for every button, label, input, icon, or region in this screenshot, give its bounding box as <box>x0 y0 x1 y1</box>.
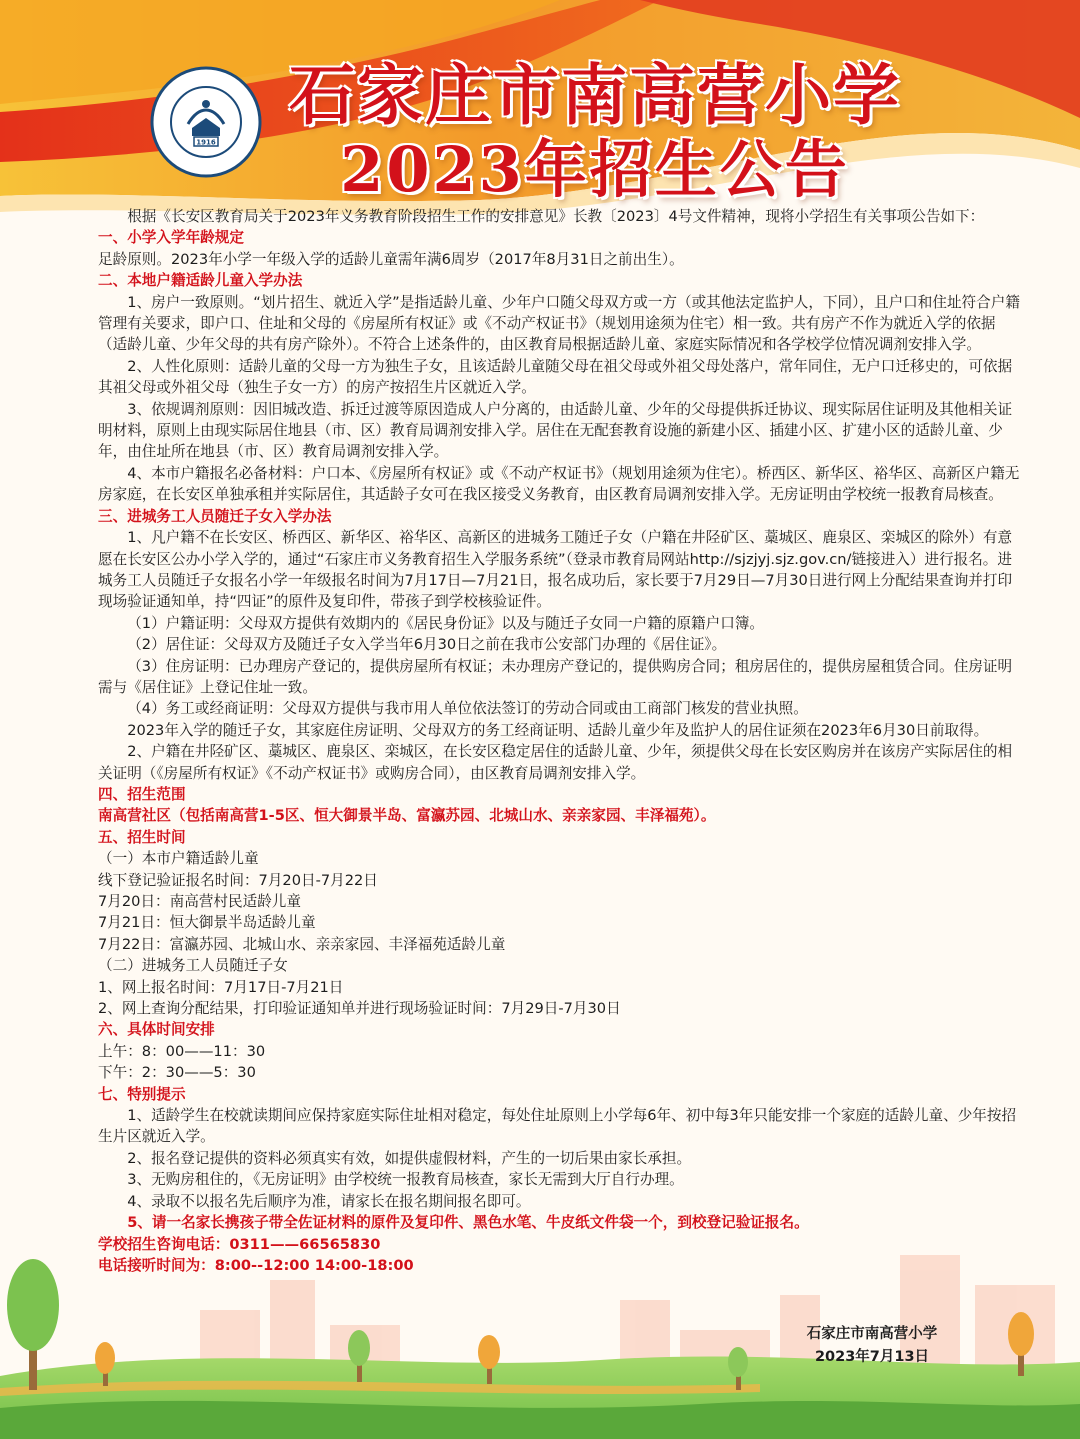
paragraph: 1、房户一致原则。“划片招生、就近入学”是指适龄儿童、少年户口随父母双方或一方（或其他法定监护人，下同），且户口和住址符合户籍管理有关要求，即户口、住址和父母的《房屋所有权证》或《不动产权证书》（规划用途须为住宅）相一致。共有房产不作为就近入学的依据（适龄儿童、少年父母的共有房产除外）。不符合上述条件的，由区教育局根据适龄儿童、家庭实际情况和各学校学位情况调剂安排入学。 <box>98 293 1020 354</box>
paragraph: 下午：2：30——5：30 <box>98 1064 256 1082</box>
paragraph: 1、适龄学生在校就读期间应保持家庭实际住址相对稳定，每处住址原则上小学每6年、初中每3年只能安排一个家庭的适龄儿童、少年按招生片区就近入学。 <box>98 1107 1017 1146</box>
section-heading: 六、具体时间安排 <box>98 1021 215 1039</box>
paragraph: 足龄原则。2023年小学一年级入学的适龄儿童需年满6周岁（2017年8月31日之前出生）。 <box>98 250 684 268</box>
paragraph: （一）本市户籍适龄儿童 <box>98 850 259 868</box>
paragraph: 上午：8：00——11：30 <box>98 1042 266 1060</box>
paragraph: （2）居住证：父母双方及随迁子女入学当年6月30日之前在我市公安部门办理的《居住证》。 <box>127 636 727 654</box>
paragraph: 1、凡户籍不在长安区、桥西区、新华区、裕华区、高新区的进城务工随迁子女（户籍在井陉矿区、藁城区、鹿泉区、栾城区的除外）有意愿在长安区公办小学入学的，通过“石家庄市义务教育招生入学服务系统”（登录市教育局网站http://sjzjyj.sjz.gov.cn/链接进入）进行报名。进城务工人员随迁子女报名小学一年级报名时间为7月17日—7月21日，报名成功后，家长要于7月29日—7月30日进行网上分配结果查询并打印现场验证通知单，持“四证”的原件及复印件，带孩子到学校核验证件。 <box>98 529 1013 611</box>
notice-body <box>98 206 1020 1276</box>
school-title: 石家庄市南高营小学 <box>289 56 901 134</box>
logo-year: 1916 <box>196 138 216 147</box>
paragraph: 2023年入学的随迁子女，其家庭住房证明、父母双方的务工经商证明、适龄儿童少年及监护人的居住证须在2023年6月30日前取得。 <box>127 721 989 739</box>
paragraph: 4、本市户籍报名必备材料：户口本、《房屋所有权证》或《不动产权证书》（规划用途须为住宅）。桥西区、新华区、裕华区、高新区户籍无房家庭，在长安区单独承租并实际居住，其适龄子女可在我区接受义务教育，由区教育局调剂安排入学。无房证明由学校统一报教育局核查。 <box>98 464 1020 504</box>
paragraph: 1、网上报名时间：7月17日-7月21日 <box>98 978 344 996</box>
paragraph: 根据《长安区教育局关于2023年义务教育阶段招生工作的安排意见》长教〔2023〕4号文件精神，现将小学招生有关事项公告如下： <box>127 208 985 225</box>
notice-subtitle: 2023年招生公告 <box>340 133 850 206</box>
paragraph: 学校招生咨询电话：0311——66565830 <box>98 1235 381 1253</box>
paragraph: 7月22日：富瀛苏园、北城山水、亲亲家园、丰泽福苑适龄儿童 <box>98 935 506 953</box>
school-logo <box>150 66 262 178</box>
paragraph: （1）户籍证明：父母双方提供有效期内的《居民身份证》以及与随迁子女同一户籍的原籍户口簿。 <box>127 614 765 632</box>
signature-date: 2023年7月13日 <box>814 1349 930 1365</box>
paragraph: （4）务工或经商证明：父母双方提供与我市用人单位依法签订的劳动合同或由工商部门核发的营业执照。 <box>127 700 808 718</box>
section-heading: 一、小学入学年龄规定 <box>98 229 244 247</box>
paragraph: 3、依规调剂原则：因旧城改造、拆迁过渡等原因造成人户分离的，由适龄儿童、少年的父母提供拆迁协议、现实际居住证明及其他相关证明材料，原则上由现实际居住地县（市、区）教育局调剂安排入学。居住在无配套教育设施的新建小区、插建小区、扩建小区的适龄儿童、少年，由住址所在地县（市、区）教育局调剂安排入学。 <box>98 400 1013 461</box>
paragraph: 电话接听时间为：8:00--12:00 14:00-18:00 <box>98 1256 414 1274</box>
paragraph: 7月21日：恒大御景半岛适龄儿童 <box>98 914 316 932</box>
paragraph: 2、报名登记提供的资料必须真实有效，如提供虚假材料，产生的一切后果由家长承担。 <box>127 1149 692 1167</box>
signature-school: 石家庄市南高营小学 <box>806 1326 938 1342</box>
paragraph: 4、录取不以报名先后顺序为准，请家长在报名期间报名即可。 <box>127 1192 531 1210</box>
paragraph: 2、户籍在井陉矿区、藁城区、鹿泉区、栾城区，在长安区稳定居住的适龄儿童、少年，须提供父母在长安区购房并在该房产实际居住的相关证明（《房屋所有权证》《不动产权证书》或购房合同），由区教育局调剂安排入学。 <box>98 743 1013 782</box>
paragraph: 2、网上查询分配结果，打印验证通知单并进行现场验证时间：7月29日-7月30日 <box>98 1000 621 1018</box>
paragraph: （3）住房证明：已办理房产登记的，提供房屋所有权证；未办理房产登记的，提供购房合同；租房居住的，提供房屋租赁合同。住房证明需与《居住证》上登记住址一致。 <box>98 657 1013 696</box>
paragraph: 线下登记验证报名时间：7月20日-7月22日 <box>98 871 378 889</box>
paragraph: 南高营社区（包括南高营1-5区、恒大御景半岛、富瀛苏园、北城山水、亲亲家园、丰泽福苑）。 <box>98 807 716 825</box>
paragraph: 7月20日：南高营村民适龄儿童 <box>98 893 301 910</box>
section-heading: 五、招生时间 <box>98 828 186 846</box>
section-heading: 三、进城务工人员随迁子女入学办法 <box>98 507 332 525</box>
paragraph: 5、请一名家长携孩子带全佐证材料的原件及复印件、黑色水笔、牛皮纸文件袋一个，到校登记验证报名。 <box>127 1214 809 1232</box>
section-heading: 二、本地户籍适龄儿童入学办法 <box>98 272 303 290</box>
paragraph: 2、人性化原则：适龄儿童的父母一方为独生子女，且该适龄儿童随父母在祖父母或外祖父母处落户，常年同住，无户口迁移史的，可依据其祖父母或外祖父母（独生子女一方）的房产按招生片区就近入学。 <box>98 357 1013 397</box>
section-heading: 七、特别提示 <box>98 1085 186 1103</box>
paragraph: 3、无购房租住的，《无房证明》由学校统一报教育局核查，家长无需到大厅自行办理。 <box>127 1171 684 1189</box>
section-heading: 四、招生范围 <box>98 785 186 803</box>
paragraph: （二）进城务工人员随迁子女 <box>98 957 288 975</box>
